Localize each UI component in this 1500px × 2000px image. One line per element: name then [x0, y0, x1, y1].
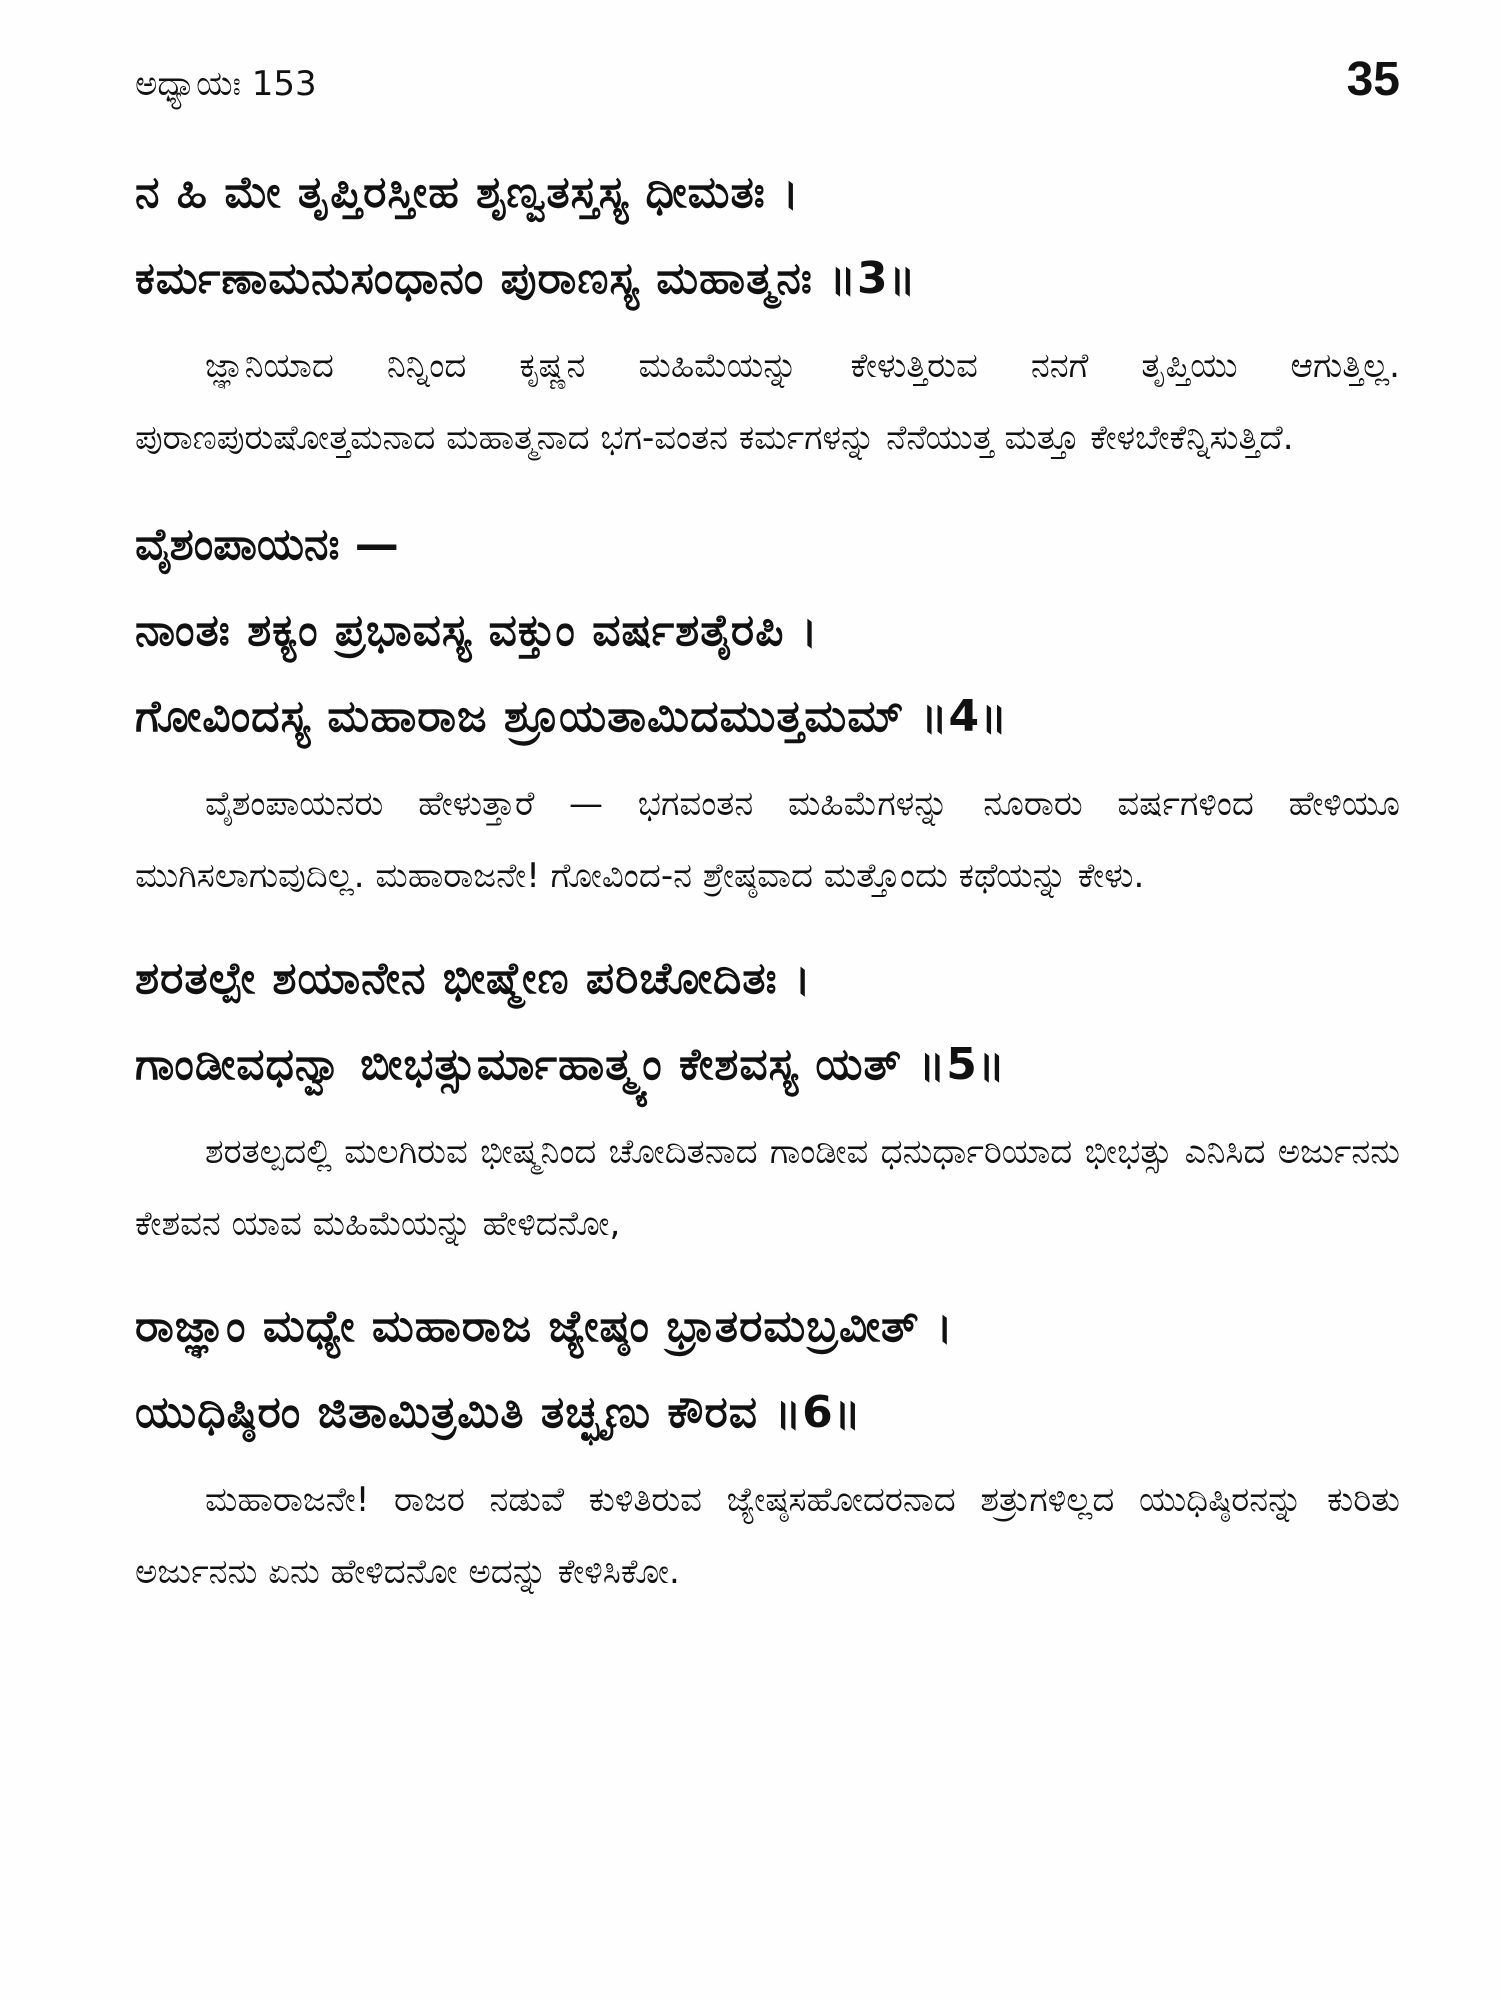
page-body: [135, 150, 1400, 1608]
verse-line: ನ ಹಿ ಮೇ ತೃಪ್ತಿರಸ್ತೀಹ ಶೃಣ್ವತಸ್ತಸ್ಯ ಧೀಮತಃ ।: [135, 167, 800, 218]
speaker-label: ವೈಶಂಪಾಯನಃ —: [135, 519, 399, 570]
verse-line: ಗಾಂಡೀವಧನ್ವಾ ಬೀಭತ್ಸುರ್ಮಾಹಾತ್ಮ್ಯಂ ಕೇಶವಸ್ಯ ಯತ್ ॥5॥: [135, 1039, 1006, 1090]
verse-line: ರಾಜ್ಞಾಂ ಮಧ್ಯೇ ಮಹಾರಾಜ ಜ್ಯೇಷ್ಠಂ ಭ್ರಾತರಮಬ್ರವೀತ್ ।: [135, 1301, 954, 1352]
verse-line: ಗೋವಿಂದಸ್ಯ ಮಹಾರಾಜ ಶ್ರೂಯತಾಮಿದಮುತ್ತಮಮ್ ॥4॥: [135, 691, 1008, 742]
verse-meaning: ಶರತಲ್ಪದಲ್ಲಿ ಮಲಗಿರುವ ಭೀಷ್ಮನಿಂದ ಚೋದಿತನಾದ ಗಾಂಡೀವ ಧನುರ್ಧಾರಿಯಾದ ಭೀಭತ್ಸು ಎನಿಸಿದ ಅರ್ಜುನನು ಕೇಶವನ ಯಾವ ಮಹಿಮೆಯನ್ನು ಹೇಳಿದನೋ,: [135, 1132, 1400, 1244]
page-number: 35: [1346, 53, 1400, 106]
verse-4: [135, 588, 1400, 760]
verse-meaning: ಜ್ಞಾನಿಯಾದ ನಿನ್ನಿಂದ ಕೃಷ್ಣನ ಮಹಿಮೆಯನ್ನು ಕೇಳುತ್ತಿರುವ ನನಗೆ ತೃಪ್ತಿಯು ಆಗುತ್ತಿಲ್ಲ. ಪುರಾಣಪುರುಷೋತ್ತಮನಾದ ಮಹಾತ್ಮನಾದ ಭಗ-ವಂತನ ಕರ್ಮಗಳನ್ನು ನೆನೆಯುತ್ತ ಮತ್ತೂ ಕೇಳಬೇಕೆನ್ನಿಸುತ್ತಿದೆ.: [135, 346, 1400, 458]
verse-meaning: ವೈಶಂಪಾಯನರು ಹೇಳುತ್ತಾರೆ — ಭಗವಂತನ ಮಹಿಮೆಗಳನ್ನು ನೂರಾರು ವರ್ಷಗಳಿಂದ ಹೇಳಿಯೂ ಮುಗಿಸಲಾಗುವುದಿಲ್ಲ. ಮಹಾರಾಜನೇ! ಗೋವಿಂದ-ನ ಶ್ರೇಷ್ಠವಾದ ಮತ್ತೊಂದು ಕಥೆಯನ್ನು ಕೇಳು.: [135, 784, 1400, 896]
verse-6: [135, 1284, 1400, 1456]
verse-5: [135, 936, 1400, 1108]
verse-line: ನಾಂತಃ ಶಕ್ಯಂ ಪ್ರಭಾವಸ್ಯ ವಕ್ತುಂ ವರ್ಷಶತೈರಪಿ ।: [135, 605, 819, 656]
verse-meaning: ಮಹಾರಾಜನೇ! ರಾಜರ ನಡುವೆ ಕುಳಿತಿರುವ ಜ್ಯೇಷ್ಠಸಹೋದರನಾದ ಶತ್ರುಗಳಿಲ್ಲದ ಯುಧಿಷ್ಠಿರನನ್ನು ಕುರಿತು ಅರ್ಜುನನು ಏನು ಹೇಳಿದನೋ ಅದನ್ನು ಕೇಳಿಸಿಕೋ.: [135, 1480, 1400, 1592]
verse-line: ಯುಧಿಷ್ಠಿರಂ ಜಿತಾಮಿತ್ರಮಿತಿ ತಚ್ಛೃಣು ಕೌರವ ॥6॥: [135, 1387, 862, 1438]
verse-3: [135, 150, 1400, 322]
chapter-header: ಅಧ್ಯಾಯಃ 153: [135, 64, 317, 104]
verse-line: ಶರತಲ್ಪೇ ಶಯಾನೇನ ಭೀಷ್ಮೇಣ ಪರಿಚೋದಿತಃ ।: [135, 953, 812, 1004]
verse-line: ಕರ್ಮಣಾಮನುಸಂಧಾನಂ ಪುರಾಣಸ್ಯ ಮಹಾತ್ಮನಃ ॥3॥: [135, 253, 917, 304]
